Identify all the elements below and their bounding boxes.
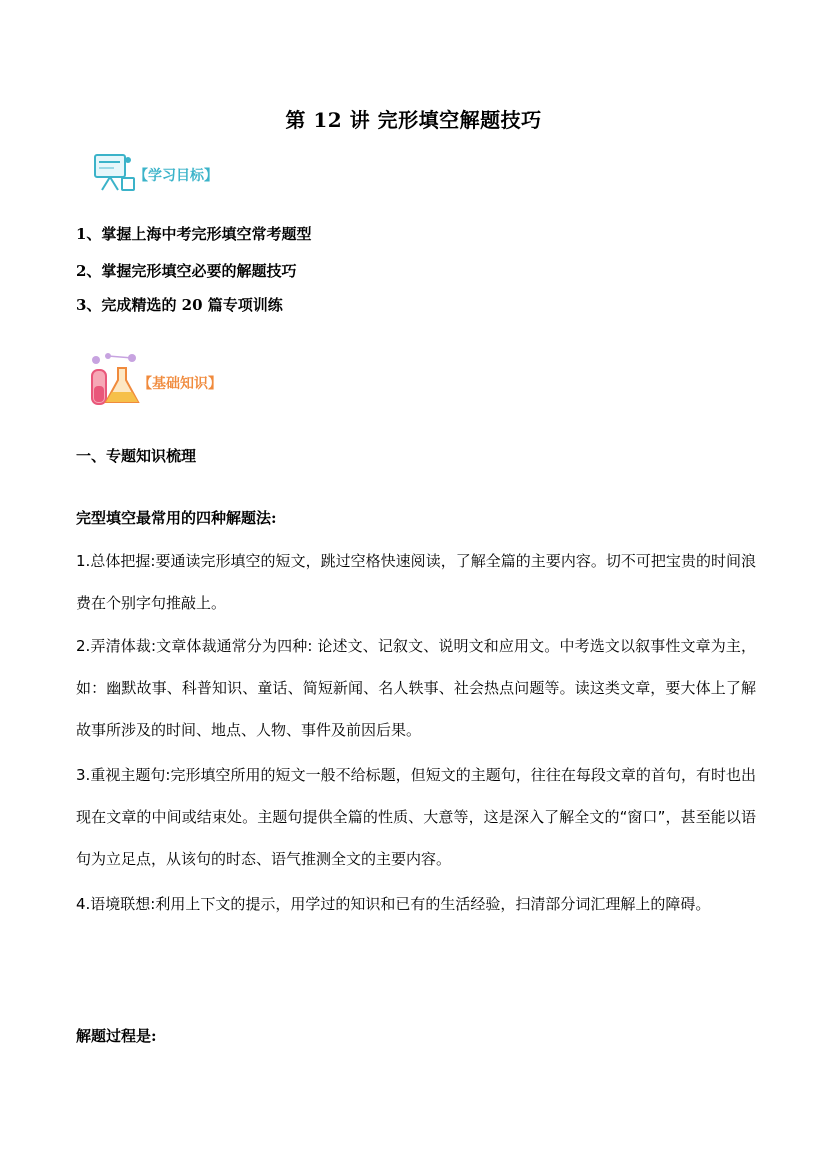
flask-icon xyxy=(88,352,142,408)
goal-item-3: 3、完成精选的 20 篇专项训练 xyxy=(76,296,283,314)
goal-item-2: 2、掌握完形填空必要的解题技巧 xyxy=(76,262,297,280)
basic-knowledge-badge xyxy=(88,352,222,408)
easel-icon xyxy=(92,152,136,194)
learning-goals-label: 【学习目标】 xyxy=(134,168,218,184)
page-title: 第 12 讲 完形填空解题技巧 xyxy=(285,108,542,132)
process-heading: 解题过程是: xyxy=(76,1027,157,1045)
method-paragraph-3: 3.重视主题句:完形填空所用的短文一般不给标题，但短文的主题句，往往在每段文章的首句，有时也出现在文章的中间或结束处。主题句提供全篇的性质、大意等，这是深入了解全文的“窗口”，甚至能以语句为立足点，从该句的时态、语气推测全文的主要内容。 xyxy=(76,766,756,868)
method-paragraph-1: 1.总体把握:要通读完形填空的短文，跳过空格快速阅读，了解全篇的主要内容。切不可把宝贵的时间浪费在个别字句推敲上。 xyxy=(76,552,756,612)
method-paragraph-4: 4.语境联想:利用上下文的提示，用学过的知识和已有的生活经验，扫清部分词汇理解上的障碍。 xyxy=(76,895,711,913)
basic-knowledge-label: 【基础知识】 xyxy=(138,376,222,392)
methods-heading: 完型填空最常用的四种解题法: xyxy=(76,509,277,527)
method-paragraph-2: 2.弄清体裁:文章体裁通常分为四种: 论述文、记叙文、说明文和应用文。中考选文以叙事性文章为主，如：幽默故事、科普知识、童话、简短新闻、名人轶事、社会热点问题等。读这类文章，要大体上了解故事所涉及的时间、地点、人物、事件及前因后果。 xyxy=(76,637,756,739)
learning-goals-badge xyxy=(92,152,218,194)
goal-item-1: 1、掌握上海中考完形填空常考题型 xyxy=(76,225,312,243)
section-heading: 一、专题知识梳理 xyxy=(76,447,197,465)
